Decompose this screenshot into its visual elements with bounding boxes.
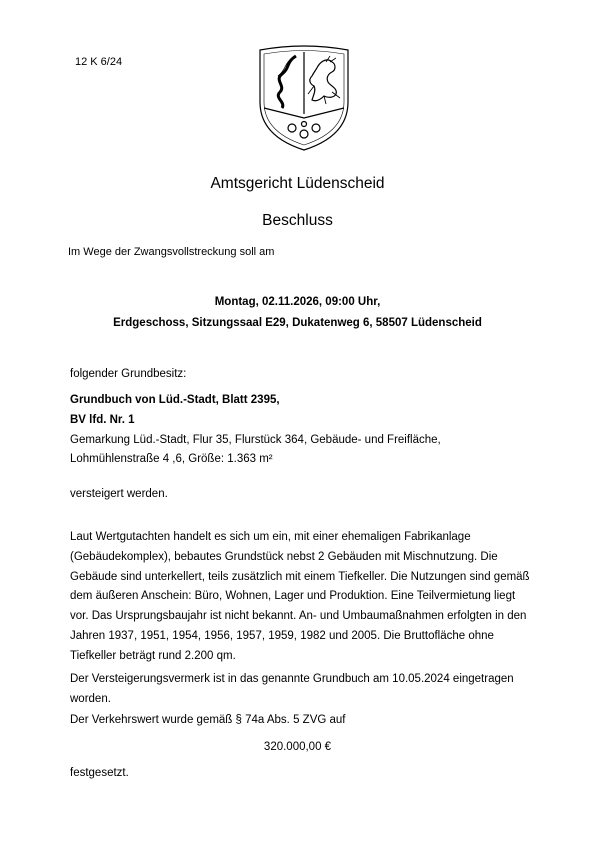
coat-of-arms-icon — [256, 44, 352, 152]
land-register: Grundbuch von Lüd.-Stadt, Blatt 2395, — [70, 394, 280, 406]
auction-statement: versteigert werden. — [70, 488, 168, 500]
inventory-number: BV lfd. Nr. 1 — [70, 414, 135, 426]
registration-paragraph: Der Versteigerungsvermerk ist in das genannte Grundbuch am 10.05.2024 eingetragen worden. — [70, 673, 514, 705]
cadastral-info: Gemarkung Lüd.-Stadt, Flur 35, Flurstück 364, Gebäude- und Freifläche, — [70, 434, 441, 446]
case-number: 12 K 6/24 — [75, 56, 123, 68]
property-address: Lohmühlenstraße 4 ,6, Größe: 1.363 m² — [70, 453, 273, 465]
auction-date: Montag, 02.11.2026, 09:00 Uhr, — [214, 296, 381, 308]
property-label: folgender Grundbesitz: — [70, 368, 187, 380]
document-title: Beschluss — [262, 212, 333, 229]
market-value-amount: 320.000,00 € — [263, 741, 332, 753]
court-name: Amtsgericht Lüdenscheid — [210, 175, 385, 192]
appraisal-paragraph: Laut Wertgutachten handelt es sich um ein, mit einer ehemaligen Fabrikanlage (Gebäudekomplex), bebautes Grundstück nebst 2 Gebäuden mit Mischnutzung. Die Gebäude sind unterkellert, teils zusätzlich mit einem Tiefkeller. Die Nutzungen sind gemäß dem äußeren Anschein: Büro, Wohnen, Lager und Produktion. Eine Teilvermietung liegt vor. Das Ursprungsbaujahr ist nicht bekannt. An- und Umbaumaßnahmen erfolgten in den Jahren 1937, 1951, 1954, 1956, 1957, 1959, 1982 und 2005. Die Bruttofläche ohne Tiefkeller beträgt rund 2.200 qm. — [70, 531, 530, 662]
auction-location: Erdgeschoss, Sitzungssaal E29, Dukatenweg 6, 58507 Lüdenscheid — [113, 317, 482, 329]
fixed-statement: festgesetzt. — [70, 767, 129, 779]
intro-text: Im Wege der Zwangsvollstreckung soll am — [68, 246, 275, 258]
market-value-paragraph: Der Verkehrswert wurde gemäß § 74a Abs. 5 ZVG auf — [70, 714, 346, 726]
